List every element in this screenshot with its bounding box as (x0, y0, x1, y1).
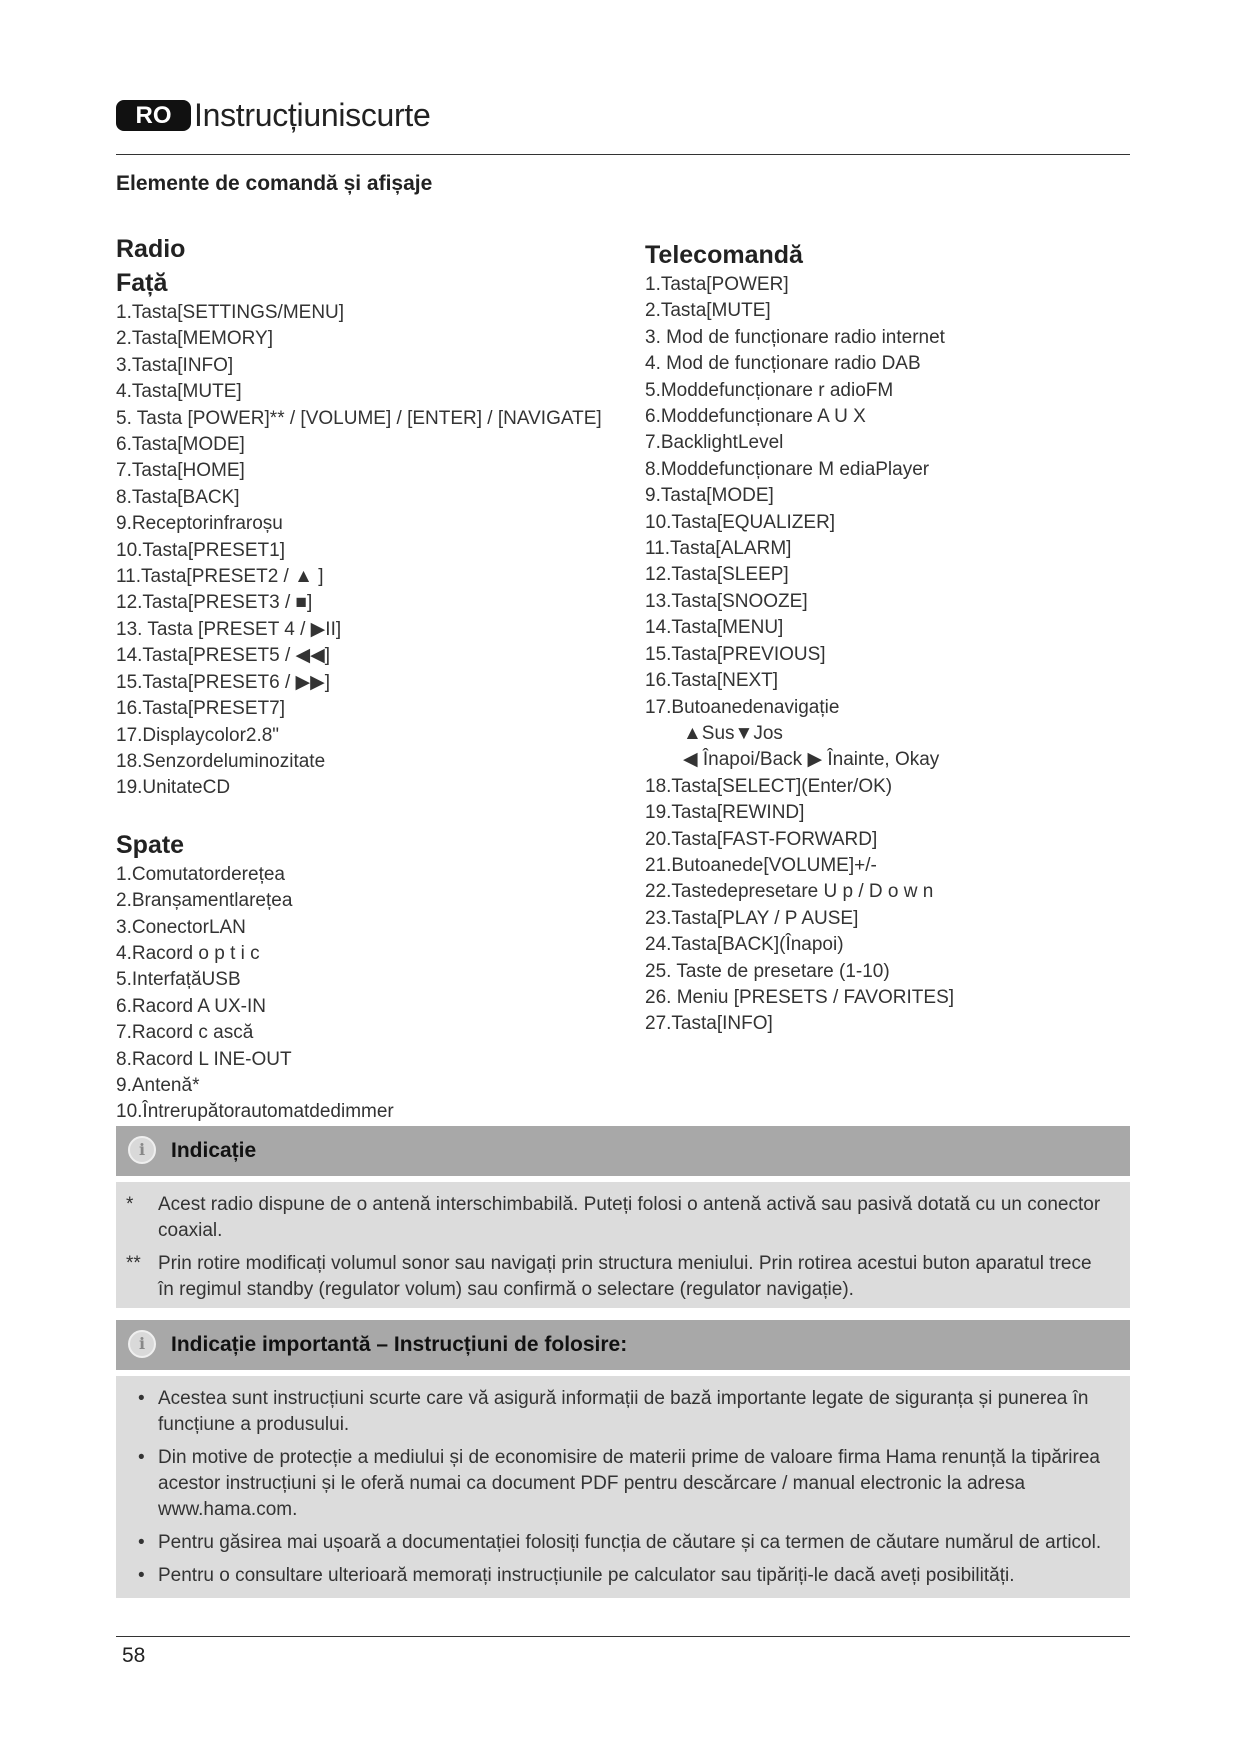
important-header (116, 1320, 1130, 1370)
list-item: 12.Tasta[PRESET3 / ■] (116, 592, 313, 614)
note-title: Indicație (171, 1139, 257, 1162)
list-item: 23.Tasta[PLAY / P AUSE] (645, 907, 859, 929)
footnote-mark: * (126, 1194, 134, 1215)
back-controls-list (116, 862, 636, 1126)
page-number: 58 (122, 1644, 146, 1667)
footnote-text: Acest radio dispune de o antenă interschimbabilă. Puteți folosi o antenă activă sau pasivă dotată cu un conector coaxial. (158, 1194, 1101, 1241)
list-item: 5.Moddefuncționare r adioFM (645, 379, 894, 401)
list-item: 6.Moddefuncționare A U X (645, 406, 866, 428)
list-item: 3.ConectorLAN (116, 916, 246, 938)
list-subitem: ▲Sus▼Jos (683, 722, 783, 744)
bullet-item: • Din motive de protecție a mediului și de economisire de materii prime de valoare firma Hama renunță la tipărirea acestor instrucțiuni și le oferă numai ca document PDF pentru descărcare / manual electronic la adresa www.hama.com. (126, 1445, 1102, 1523)
bullet-item: • Pentru găsirea mai ușoară a documentației folosiți funcția de căutare și ca termen de căutare numărul de articol. (126, 1530, 1102, 1556)
list-item: 7.Racord c ască (116, 1022, 254, 1044)
front-heading: Față (116, 269, 168, 297)
footer-rule (116, 1636, 1130, 1637)
list-item: 19.UnitateCD (116, 777, 231, 799)
back-heading: Spate (116, 830, 185, 859)
list-item: 12.Tasta[SLEEP] (645, 564, 789, 586)
list-item: 4. Mod de funcționare radio DAB (645, 353, 921, 375)
important-body (116, 1376, 1130, 1598)
remote-heading: Telecomandă (645, 241, 803, 269)
section-heading: Elemente de comandă și afișaje (116, 172, 433, 195)
list-item: 4.Tasta[MUTE] (116, 381, 242, 403)
bullet-item: • Acestea sunt instrucțiuni scurte care vă asigură informații de bază importante legate de siguranța și punerea în funcțiune a produsului. (126, 1386, 1102, 1438)
list-item: 8.Moddefuncționare M ediaPlayer (645, 458, 930, 480)
list-item: 20.Tasta[FAST-FORWARD] (645, 828, 878, 850)
list-item: 18.Senzordeluminozitate (116, 750, 326, 772)
note-header (116, 1126, 1130, 1176)
list-item: 9.Tasta[MODE] (645, 485, 774, 507)
list-item: 9.Receptorinfraroșu (116, 513, 283, 535)
list-item: 19.Tasta[REWIND] (645, 802, 805, 824)
list-item: 17.Butoanedenavigație (645, 696, 840, 718)
list-item: 8.Racord L INE-OUT (116, 1048, 292, 1070)
list-item: 3.Tasta[INFO] (116, 354, 234, 376)
radio-heading: Radio (116, 235, 186, 263)
list-item: 26. Meniu [PRESETS / FAVORITES] (645, 986, 955, 1008)
list-item: 14.Tasta[PRESET5 / ◀◀] (116, 645, 331, 667)
page-title: Instrucțiuniscurte (194, 97, 431, 133)
list-item: 1.Tasta[POWER] (645, 274, 789, 295)
list-item: 1.Tasta[SETTINGS/MENU] (116, 302, 345, 323)
front-controls-list (116, 300, 636, 802)
list-item: 7.BacklightLevel (645, 432, 784, 454)
list-item: 11.Tasta[ALARM] (645, 538, 792, 560)
list-item: 15.Tasta[PREVIOUS] (645, 643, 826, 665)
list-item: 5. Tasta [POWER]** / [VOLUME] / [ENTER] / [NAVIGATE] (116, 407, 602, 429)
list-item: 16.Tasta[NEXT] (645, 670, 779, 692)
language-badge: RO (116, 100, 191, 131)
list-item: 11.Tasta[PRESET2 / ▲ ] (116, 566, 324, 588)
list-item: 27.Tasta[INFO] (645, 1013, 773, 1035)
list-item: 18.Tasta[SELECT](Enter/OK) (645, 775, 893, 797)
list-item: 9.Antenă* (116, 1074, 200, 1096)
list-item: 5.InterfațăUSB (116, 969, 241, 991)
important-title: Indicație importantă – Instrucțiuni de folosire: (171, 1333, 628, 1356)
list-item: 3. Mod de funcționare radio internet (645, 326, 945, 348)
list-item: 13. Tasta [PRESET 4 / ▶II] (116, 618, 342, 640)
header (116, 94, 1130, 155)
list-item: 8.Tasta[BACK] (116, 486, 240, 508)
list-item: 4.Racord o p t i c (116, 942, 260, 964)
list-item: 15.Tasta[PRESET6 / ▶▶] (116, 671, 331, 693)
list-item: 6.Tasta[MODE] (116, 434, 245, 456)
list-item: 24.Tasta[BACK](Înapoi) (645, 934, 844, 956)
list-item: 2.Tasta[MUTE] (645, 300, 771, 322)
list-subitem: ◀ Înapoi/Back ▶ Înainte, Okay (683, 749, 940, 771)
list-item: 21.Butoanede[VOLUME]+/- (645, 854, 877, 876)
list-item: 10.Tasta[PRESET1] (116, 539, 285, 561)
note-body (116, 1182, 1130, 1308)
footnote-mark: ** (126, 1253, 141, 1274)
list-item: 2.Tasta[MEMORY] (116, 328, 273, 350)
footnote-text: Prin rotire modificați volumul sonor sau navigați prin structura meniului. Prin rotirea acestui buton aparatul trece în regimul standby (regulator volum) sau confirmă o selectare (regulator navigație). (158, 1253, 1092, 1300)
footnote (126, 1192, 1102, 1244)
list-item: 17.Displaycolor2.8" (116, 724, 280, 746)
list-item: 1.Comutatorderețea (116, 863, 285, 885)
bullet-item: • Pentru o consultare ulterioară memorați instrucțiunile pe calculator sau tipăriți-le dacă aveți posibilități. (126, 1563, 1102, 1589)
list-item: 13.Tasta[SNOOZE] (645, 590, 808, 612)
list-item: 7.Tasta[HOME] (116, 460, 245, 482)
list-item: 14.Tasta[MENU] (645, 617, 784, 639)
list-item: 6.Racord A UX-IN (116, 995, 266, 1017)
list-item: 22.Tastedepresetare U p / D o w n (645, 881, 934, 903)
footnote (126, 1251, 1102, 1303)
list-item: 10.Tasta[EQUALIZER] (645, 511, 836, 533)
list-item: 10.Întrerupătorautomatdedimmer (116, 1101, 394, 1123)
radio-column (116, 232, 636, 1126)
list-item: 2.Branșamentlarețea (116, 890, 293, 912)
info-icon: i (128, 1330, 156, 1358)
list-item: 25. Taste de presetare (1-10) (645, 960, 890, 982)
info-icon: i (128, 1136, 156, 1164)
remote-controls-list (645, 272, 1165, 1038)
list-item: 16.Tasta[PRESET7] (116, 698, 285, 720)
remote-column (645, 238, 1165, 1038)
